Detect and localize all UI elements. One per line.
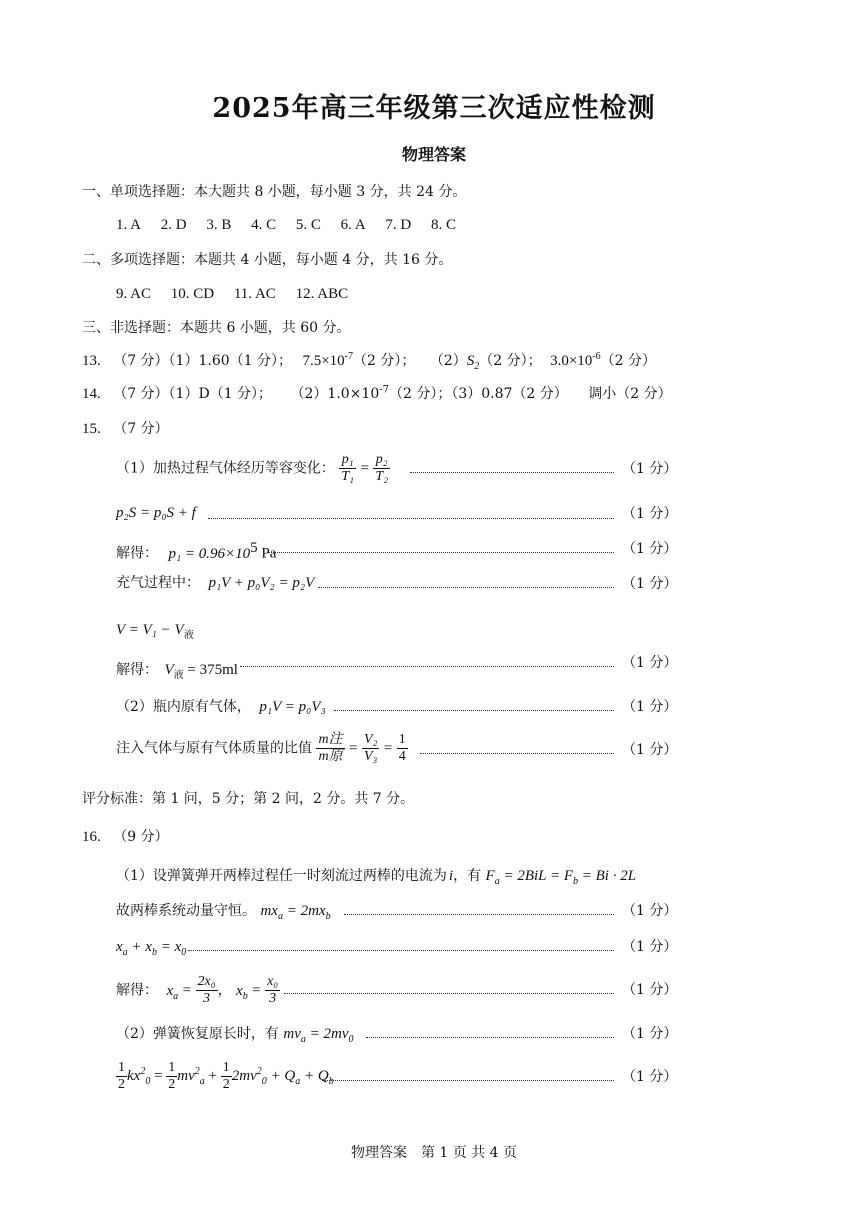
score-label: （1 分） [622, 1069, 678, 1085]
fraction: $\frac{\text{p₂}}{\text{T₂}}$ [375, 452, 389, 484]
dot-leader [240, 666, 614, 667]
fraction: $\frac{\text{x₀}}{3}$ [267, 974, 279, 1006]
dot-leader [268, 552, 614, 553]
answer-4: 4. C [251, 217, 277, 233]
fraction: $\frac{\text{p₁}}{\text{T₁}}$ [341, 452, 355, 484]
page-title: 2025年高三年级第三次适应性检测 [212, 93, 656, 124]
q16-line3: $x_a + x_b = x_0$ [116, 939, 187, 958]
answer-12: 12. ABC [295, 286, 349, 302]
fraction: $\frac{\text{V₂}}{\text{V₃}}$ [363, 732, 378, 764]
fraction: $\frac{\text{m注}}{\text{m原}}$ [318, 732, 343, 764]
score-label: （1 分） [622, 982, 678, 998]
dot-leader [366, 1037, 614, 1038]
section1-heading: 一、单项选择题：本大题共 8 小题，每小题 3 分，共 24 分。 [82, 184, 467, 200]
fraction: $\frac{1}{2}$ [222, 1060, 230, 1092]
q16-line5: （2）弹簧恢复原长时，有 $mv_a = 2mv_0$ [116, 1026, 354, 1045]
q13-part2: （2） [429, 353, 467, 369]
fraction: $\frac{\text{2x₀}}{3}$ [197, 974, 216, 1006]
q15-header: 15. （7 分） [82, 421, 169, 437]
fraction: $\frac{1}{4}$ [398, 732, 406, 764]
dot-leader [318, 587, 614, 588]
q14-line [82, 384, 672, 404]
q14-part1: （7 分）（1）D（1 分）； [113, 386, 273, 402]
dot-leader [208, 518, 614, 519]
q15-line1: （1）加热过程气体经历等容变化： $\frac{\text{p₁}}{\text{T₁}}$ = $\frac{\text{p₂}}{\text{T₂}}$ [116, 452, 389, 484]
answer-1: 1. A [116, 217, 142, 233]
page-subtitle: 物理答案 [401, 145, 466, 164]
q16-line2: 故两棒系统动量守恒。 $mx_a = 2mx_b$ [116, 903, 331, 922]
section2-heading: 二、多项选择题：本题共 4 小题，每小题 4 分，共 16 分。 [82, 252, 453, 268]
q13-line [82, 351, 656, 371]
q13-number: 13. [82, 353, 101, 369]
dot-leader [410, 472, 614, 473]
answer-11: 11. AC [233, 286, 276, 302]
q15-line3: 解得： $p_1 = 0.96\times 10^5$ Pa [116, 540, 277, 562]
q15-line7: （2）瓶内原有气体， p₁V = p₀V₃ [116, 699, 326, 715]
q15-line2: p₂S = p₀S + f [116, 505, 196, 521]
score-label: （1 分） [622, 939, 678, 955]
grading-standard: 评分标准：第 1 问，5 分；第 2 问，2 分。共 7 分。 [82, 791, 415, 807]
q13-score4: （2 分） [600, 353, 656, 369]
dot-leader [334, 710, 614, 711]
answer-3: 3. B [206, 217, 232, 233]
q13-score2: （2 分）； [353, 353, 416, 369]
q13-value: $3.0\times 10^{-6}$ [550, 351, 601, 369]
dot-leader [420, 753, 614, 754]
q14-part2: $(2)1.0\times 10^{-7}$ [290, 384, 389, 402]
score-label: （1 分） [622, 903, 678, 919]
q13-s2: $S_2$ [466, 353, 480, 372]
score-label: （1 分） [622, 699, 678, 715]
answer-5: 5. C [295, 217, 321, 233]
dot-leader [344, 914, 614, 915]
score-label: （1 分） [622, 506, 678, 522]
q16-header: 16. （9 分） [82, 829, 169, 845]
dot-leader [188, 950, 614, 951]
score-label: （1 分） [622, 742, 678, 758]
q15-line4: 充气过程中： p₁V + p₀V₂ = p₂V [116, 575, 315, 591]
answer-8: 8. C [431, 217, 457, 233]
q16-line1: （1）设弹簧弹开两棒过程任一时刻流过两棒的电流为 i，有 $F_a = 2BiL = F_b = Bi \cdot 2L$ [116, 868, 637, 887]
score-label: （1 分） [622, 576, 678, 592]
dot-leader [284, 993, 614, 994]
q13-score3: （2 分）； [479, 353, 542, 369]
fraction: $\frac{1}{2}$ [118, 1060, 125, 1092]
score-label: （1 分） [622, 461, 678, 477]
q15-line8: 注入气体与原有气体质量的比值 $\frac{\text{m注}}{\text{m原}}$ = $\frac{\text{V₂}}{\text{V₃}}$ = $\frac{1}{4}$ [116, 732, 406, 764]
q13-part1: （7 分）（1）1.60（1 分）； [113, 353, 292, 369]
q15-number: 15. [82, 421, 101, 437]
answer-7: 7. D [385, 217, 412, 233]
answer-2: 2. D [160, 217, 187, 233]
score-label: （1 分） [622, 1026, 678, 1042]
q15-line5: $V = V_1 - V_液$ [116, 622, 194, 641]
section2-answers [116, 284, 364, 304]
fraction: $\frac{1}{2}$ [168, 1060, 176, 1092]
q14-number: 14. [82, 386, 101, 402]
answer-10: 10. CD [170, 286, 215, 302]
q16-line6: $\frac{1}{2}$ $kx^2_0$ = $\frac{1}{2}$ $mv^2_a$ + $\frac{1}{2}$ $2mv^2_0 + Q_a + Q_b$ [118, 1060, 334, 1092]
q14-part3: （2 分）；（3）0.87（2 分） [388, 386, 568, 402]
q16-number: 16. [82, 829, 101, 845]
q13-wavelength: $7.5\times 10^{-7}$ [302, 351, 354, 369]
section1-answers [116, 215, 472, 235]
q15-line6: 解得： $V_液 = 375ml$ [116, 662, 238, 681]
section3-heading: 三、非选择题：本题共 6 小题，共 60 分。 [82, 320, 351, 336]
q14-part4: 调小（2 分） [588, 386, 672, 402]
answer-9: 9. AC [116, 286, 152, 302]
answer-6: 6. A [340, 217, 366, 233]
page-footer: 物理答案 第 1 页 共 4 页 [350, 1145, 518, 1161]
score-label: （1 分） [622, 655, 678, 671]
q16-line4: 解得： $x_a$ = $\frac{\text{2x₀}}{3}$ ， $x_b$ = $\frac{\text{x₀}}{3}$ [116, 974, 279, 1006]
score-label: （1 分） [622, 541, 678, 557]
dot-leader [322, 1080, 614, 1081]
